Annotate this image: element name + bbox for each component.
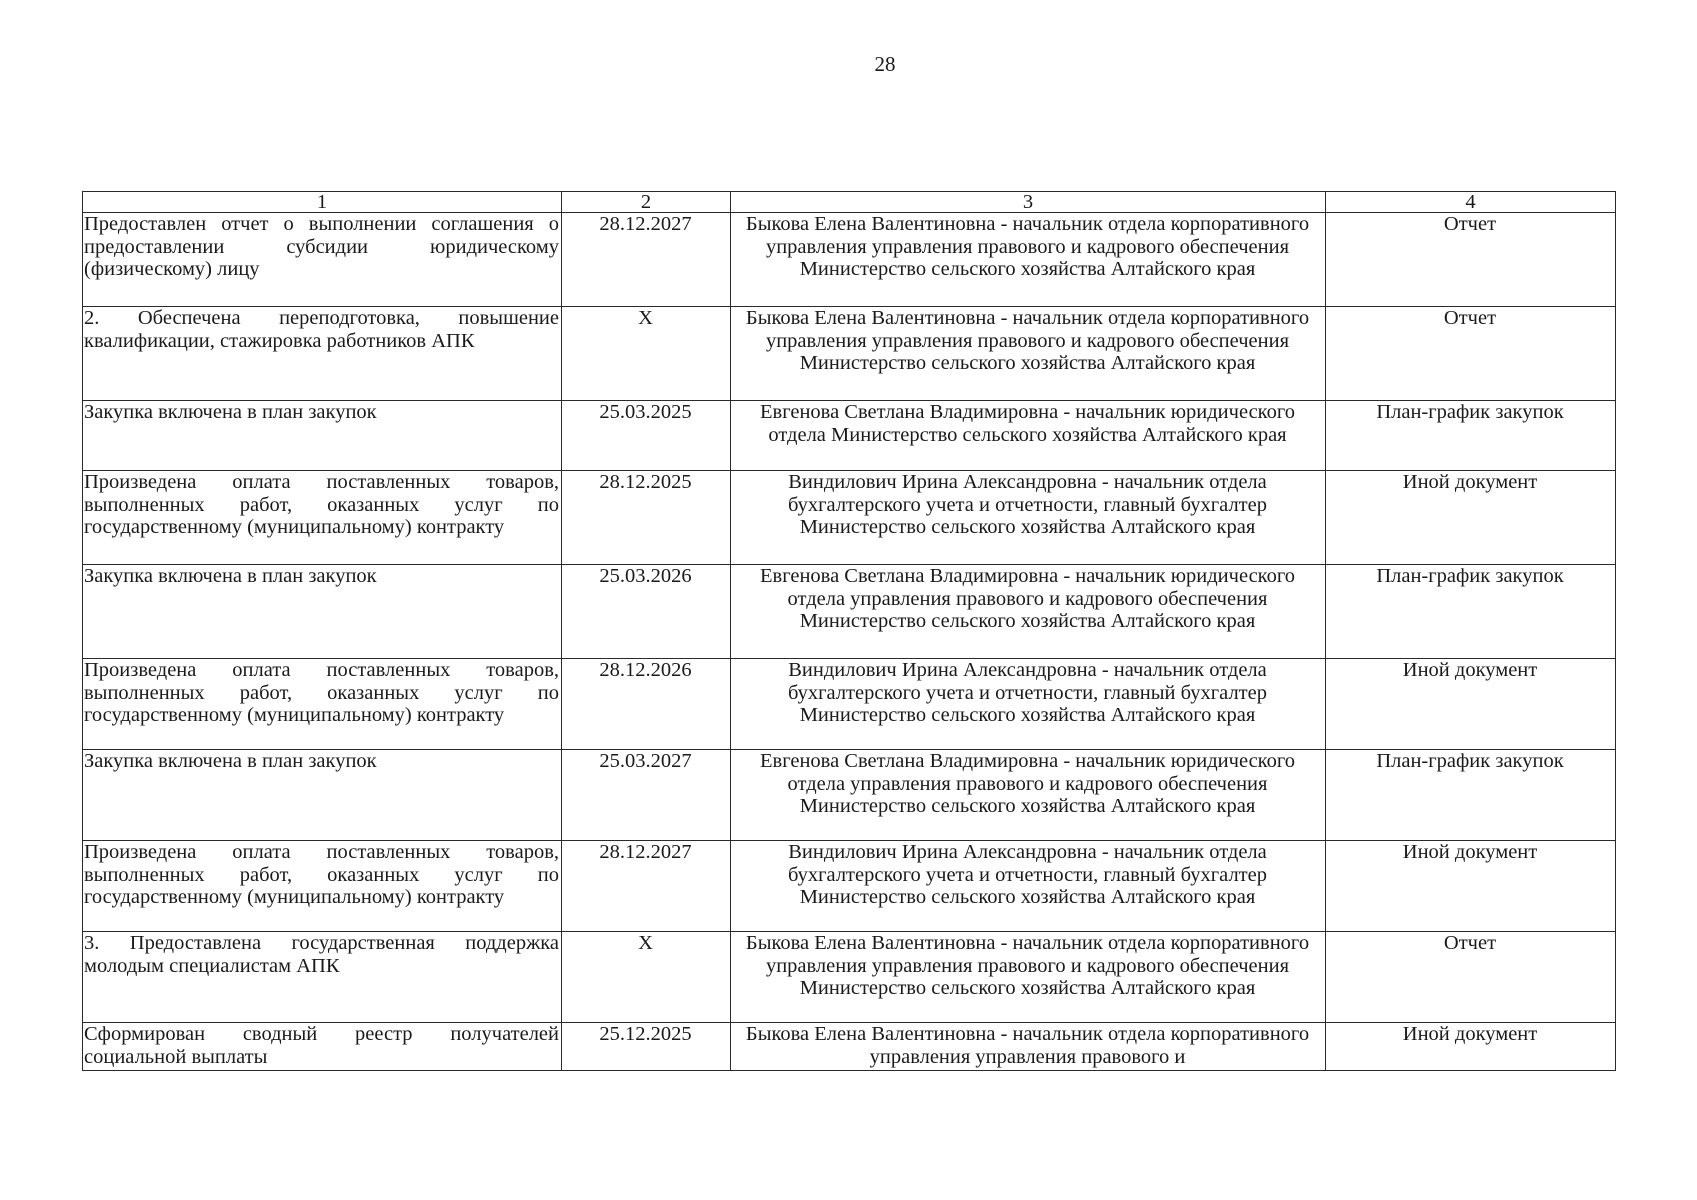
table-row [83, 401, 1616, 471]
table-row [83, 841, 1616, 932]
date-cell: X [562, 932, 731, 1023]
column-header: 1 [83, 192, 562, 213]
event-cell: Произведена оплата поставленных товаров, выполненных работ, оказанных услуг по государственному (муниципальному) контракту [83, 471, 562, 565]
event-cell: Закупка включена в план закупок [83, 565, 562, 659]
date-cell: 28.12.2027 [562, 213, 731, 307]
responsible-cell: Виндилович Ирина Александровна - начальник отдела бухгалтерского учета и отчетности, главный бухгалтер Министерство сельского хозяйства Алтайского края [731, 471, 1326, 565]
table-row [83, 750, 1616, 841]
document-cell: Иной документ [1326, 659, 1616, 750]
document-cell: Отчет [1326, 932, 1616, 1023]
event-cell: Предоставлен отчет о выполнении соглашения о предоставлении субсидии юридическому (физическому) лицу [83, 213, 562, 307]
document-cell: Отчет [1326, 307, 1616, 401]
table-row [83, 565, 1616, 659]
date-cell: 28.12.2027 [562, 841, 731, 932]
responsible-cell: Виндилович Ирина Александровна - начальник отдела бухгалтерского учета и отчетности, главный бухгалтер Министерство сельского хозяйства Алтайского края [731, 841, 1326, 932]
event-cell: Закупка включена в план закупок [83, 401, 562, 471]
page-number: 28 [874, 52, 896, 76]
date-cell: X [562, 307, 731, 401]
table-row [83, 213, 1616, 307]
responsible-cell: Евгенова Светлана Владимировна - начальник юридического отдела управления правового и кадрового обеспечения Министерство сельского хозяйства Алтайского края [731, 750, 1326, 841]
date-cell: 25.03.2025 [562, 401, 731, 471]
document-cell: Иной документ [1326, 1023, 1616, 1071]
document-cell: План-график закупок [1326, 401, 1616, 471]
document-cell: Иной документ [1326, 471, 1616, 565]
event-cell: Произведена оплата поставленных товаров, выполненных работ, оказанных услуг по государственному (муниципальному) контракту [83, 659, 562, 750]
event-cell: 3. Предоставлена государственная поддержка молодым специалистам АПК [83, 932, 562, 1023]
date-cell: 28.12.2026 [562, 659, 731, 750]
date-cell: 25.12.2025 [562, 1023, 731, 1071]
table-row [83, 932, 1616, 1023]
column-header: 2 [562, 192, 731, 213]
column-header: 4 [1326, 192, 1616, 213]
plan-table [82, 191, 1616, 1071]
document-cell: Отчет [1326, 213, 1616, 307]
table-row [83, 471, 1616, 565]
column-header: 3 [731, 192, 1326, 213]
table-row [83, 1023, 1616, 1071]
table-header-row [83, 192, 1616, 213]
responsible-cell: Евгенова Светлана Владимировна - начальник юридического отдела Министерство сельского хозяйства Алтайского края [731, 401, 1326, 471]
responsible-cell: Виндилович Ирина Александровна - начальник отдела бухгалтерского учета и отчетности, главный бухгалтер Министерство сельского хозяйства Алтайского края [731, 659, 1326, 750]
date-cell: 25.03.2027 [562, 750, 731, 841]
event-cell: Закупка включена в план закупок [83, 750, 562, 841]
date-cell: 28.12.2025 [562, 471, 731, 565]
responsible-cell: Быкова Елена Валентиновна - начальник отдела корпоративного управления управления правового и [731, 1023, 1326, 1071]
event-cell: 2. Обеспечена переподготовка, повышение квалификации, стажировка работников АПК [83, 307, 562, 401]
table-row [83, 659, 1616, 750]
event-cell: Произведена оплата поставленных товаров, выполненных работ, оказанных услуг по государственному (муниципальному) контракту [83, 841, 562, 932]
date-cell: 25.03.2026 [562, 565, 731, 659]
responsible-cell: Быкова Елена Валентиновна - начальник отдела корпоративного управления управления правового и кадрового обеспечения Министерство сельского хозяйства Алтайского края [731, 932, 1326, 1023]
document-cell: План-график закупок [1326, 750, 1616, 841]
table-row [83, 307, 1616, 401]
responsible-cell: Евгенова Светлана Владимировна - начальник юридического отдела управления правового и кадрового обеспечения Министерство сельского хозяйства Алтайского края [731, 565, 1326, 659]
document-cell: План-график закупок [1326, 565, 1616, 659]
event-cell: Сформирован сводный реестр получателей социальной выплаты [83, 1023, 562, 1071]
responsible-cell: Быкова Елена Валентиновна - начальник отдела корпоративного управления управления правового и кадрового обеспечения Министерство сельского хозяйства Алтайского края [731, 213, 1326, 307]
document-cell: Иной документ [1326, 841, 1616, 932]
responsible-cell: Быкова Елена Валентиновна - начальник отдела корпоративного управления управления правового и кадрового обеспечения Министерство сельского хозяйства Алтайского края [731, 307, 1326, 401]
